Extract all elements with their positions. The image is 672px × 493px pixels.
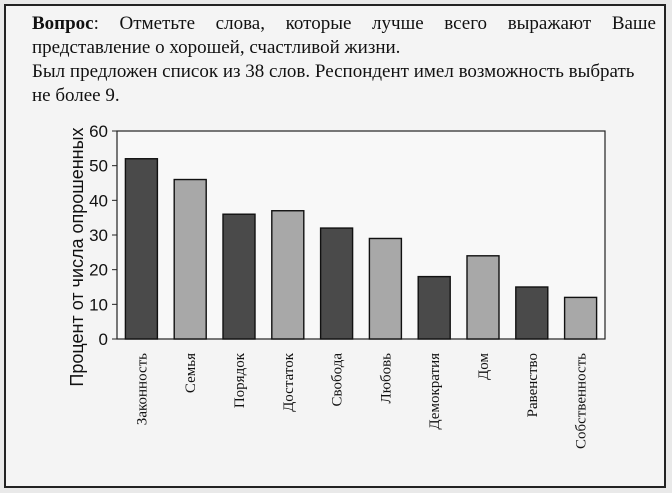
- y-tick-label: 40: [89, 191, 108, 211]
- bar-9: [516, 287, 548, 339]
- bar-4: [272, 211, 304, 339]
- x-tick-label-1: Законность: [134, 353, 151, 426]
- x-tick-label-6: Любовь: [378, 353, 395, 404]
- y-axis-label: Процент от числа опрошенных: [67, 127, 87, 387]
- bar-5: [321, 228, 353, 339]
- x-tick-label-8: Дом: [476, 353, 492, 380]
- y-tick-label: 50: [89, 156, 108, 176]
- x-tick-labels: [134, 352, 589, 449]
- y-tick-labels: [89, 122, 108, 349]
- x-tick-label-7: Демократия: [427, 353, 444, 430]
- y-tick-label: 20: [89, 260, 108, 280]
- question-label: Вопрос: [32, 13, 94, 34]
- y-tick-label: 10: [89, 295, 108, 315]
- bar-1: [125, 159, 157, 339]
- method-note: Был предложен список из 38 слов. Респондент имел возможность выбрать не более 9.: [32, 61, 635, 106]
- y-tick-label: 30: [89, 226, 108, 245]
- question-text: : Отметьте слова, которые лучше всего выражают Ваше представление о хорошей, счастливой жизни.: [32, 13, 656, 58]
- y-tick-label: 60: [89, 122, 108, 141]
- x-tick-label-3: Порядок: [232, 353, 248, 409]
- bar-3: [223, 214, 255, 339]
- bar-6: [369, 238, 401, 339]
- x-tick-label-5: Свобода: [329, 353, 346, 407]
- bar-7: [418, 277, 450, 339]
- x-tick-label-2: Семья: [183, 353, 200, 394]
- bar-10: [565, 297, 597, 339]
- bar-2: [174, 180, 206, 339]
- x-tick-label-10: Собственность: [573, 353, 590, 449]
- bar-8: [467, 256, 499, 339]
- x-tick-label-9: Равенство: [524, 353, 541, 418]
- x-tick-label-4: Достаток: [280, 353, 297, 412]
- y-tick-label: 0: [98, 330, 108, 349]
